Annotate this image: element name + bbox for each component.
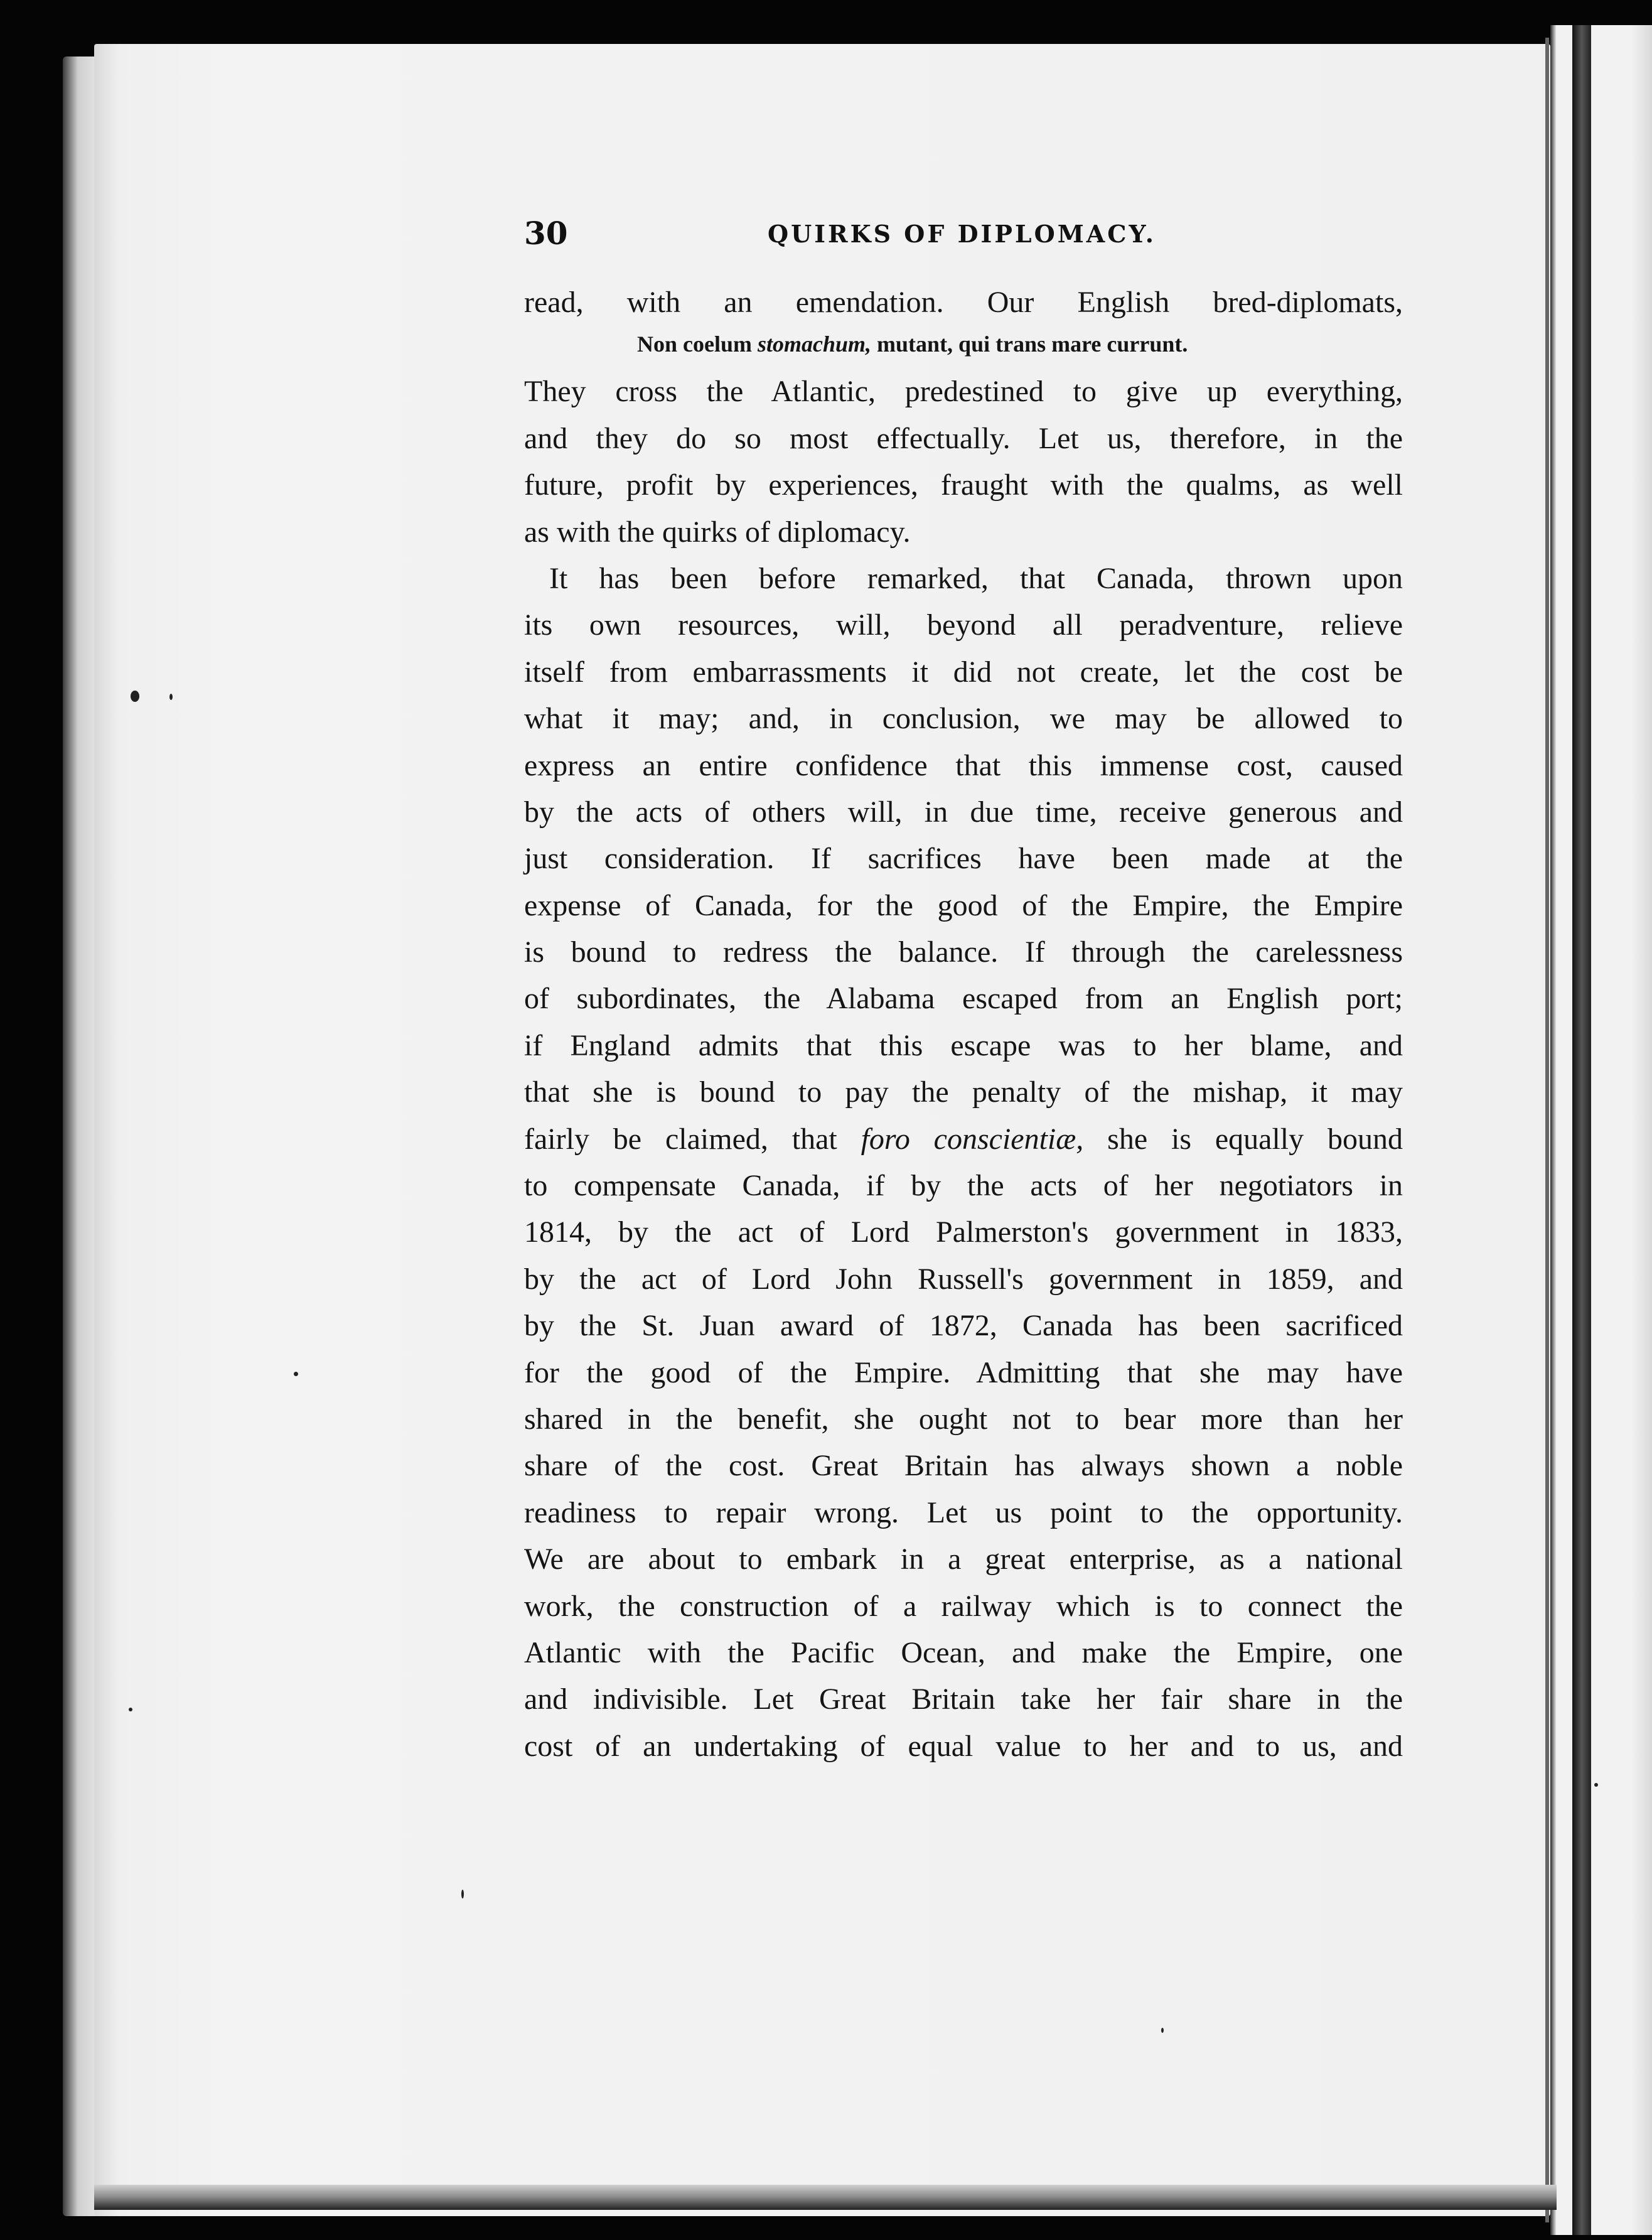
scan-speck <box>461 1890 464 1898</box>
text-line: that she is bound to pay the penalty of the mishap, it may <box>524 1075 1403 1109</box>
scan-speck <box>169 694 173 700</box>
text-line: to compensate Canada, if by the acts of her negotiators in <box>524 1169 1403 1203</box>
text-line: read, with an emendation. Our English bred-diplomats, <box>524 286 1403 319</box>
page-header <box>524 215 1403 265</box>
quote-italic-word: stomachum, <box>758 331 872 357</box>
text-line: as with the quirks of diplomacy. <box>524 515 911 549</box>
scan-speck <box>1594 1783 1598 1787</box>
text-line: for the good of the Empire. Admitting that she may have <box>524 1355 1403 1389</box>
text-line: and indivisible. Let Great Britain take her fair share in the <box>524 1683 1403 1716</box>
text-line: if England admits that this escape was to her blame, and <box>524 1028 1403 1062</box>
text-line-end: she is equally bound <box>1083 1122 1403 1156</box>
scan-speck <box>1161 2028 1164 2033</box>
text-line: by the St. Juan award of 1872, Canada has been sacrificed <box>524 1309 1403 1343</box>
page-number: 30 <box>524 215 568 252</box>
text-line: We are about to embark in a great enterprise, as a national <box>524 1543 1403 1576</box>
text-line: what it may; and, in conclusion, we may be allowed to <box>524 702 1403 736</box>
text-line: by the act of Lord John Russell's government in 1859, and <box>524 1262 1403 1296</box>
text-line: of subordinates, the Alabama escaped from an English port; <box>524 982 1403 1016</box>
text-line: readiness to repair wrong. Let us point to the opportunity. <box>524 1495 1403 1529</box>
scan-speck <box>131 691 139 702</box>
text-line: Atlantic with the Pacific Ocean, and make the Empire, one <box>524 1635 1403 1669</box>
text-line: expense of Canada, for the good of the Empire, the Empire <box>524 888 1403 922</box>
text-line-start: fairly be claimed, that <box>524 1122 861 1156</box>
text-line: and they do so most effectually. Let us, therefore, in the <box>524 421 1403 455</box>
text-line: 1814, by the act of Lord Palmerston's government in 1833, <box>524 1215 1403 1249</box>
latin-quotation <box>524 320 1403 369</box>
quote-text-start: Non coelum <box>637 331 758 357</box>
text-line <box>524 1116 1403 1163</box>
text-line: itself from embarrassments it did not create, let the cost be <box>524 655 1403 689</box>
quote-text-end: mutant, qui trans mare currunt. <box>871 331 1188 357</box>
book-spine-shadow <box>1572 25 1591 2235</box>
body-text <box>524 279 1403 1770</box>
text-line: express an entire confidence that this immense cost, caused <box>524 748 1403 782</box>
text-line: is bound to redress the balance. If through the carelessness <box>524 935 1403 969</box>
facing-page-edge <box>1550 25 1652 2235</box>
text-line: They cross the Atlantic, predestined to give up everything, <box>524 375 1403 409</box>
text-line: its own resources, will, beyond all peradventure, relieve <box>524 608 1403 642</box>
text-line: by the acts of others will, in due time, receive generous and <box>524 795 1403 829</box>
text-line: share of the cost. Great Britain has always shown a noble <box>524 1449 1403 1483</box>
text-line: work, the construction of a railway which is to connect the <box>524 1589 1403 1623</box>
scan-speck <box>129 1708 132 1711</box>
text-line: cost of an undertaking of equal value to her and to us, and <box>524 1729 1403 1763</box>
page-bottom-edge <box>94 2185 1557 2210</box>
text-line: shared in the benefit, she ought not to bear more than her <box>524 1402 1403 1436</box>
page-right-edge <box>1545 38 1549 2222</box>
latin-phrase: foro conscientiæ, <box>861 1122 1084 1156</box>
text-line: just consideration. If sacrifices have been made at the <box>524 842 1403 876</box>
running-head: QUIRKS OF DIPLOMACY. <box>768 220 1156 248</box>
scan-speck <box>294 1372 298 1376</box>
text-line: future, profit by experiences, fraught with the qualms, as well <box>524 468 1403 502</box>
paragraph-first-line: It has been before remarked, that Canada, thrown upon <box>549 561 1403 595</box>
